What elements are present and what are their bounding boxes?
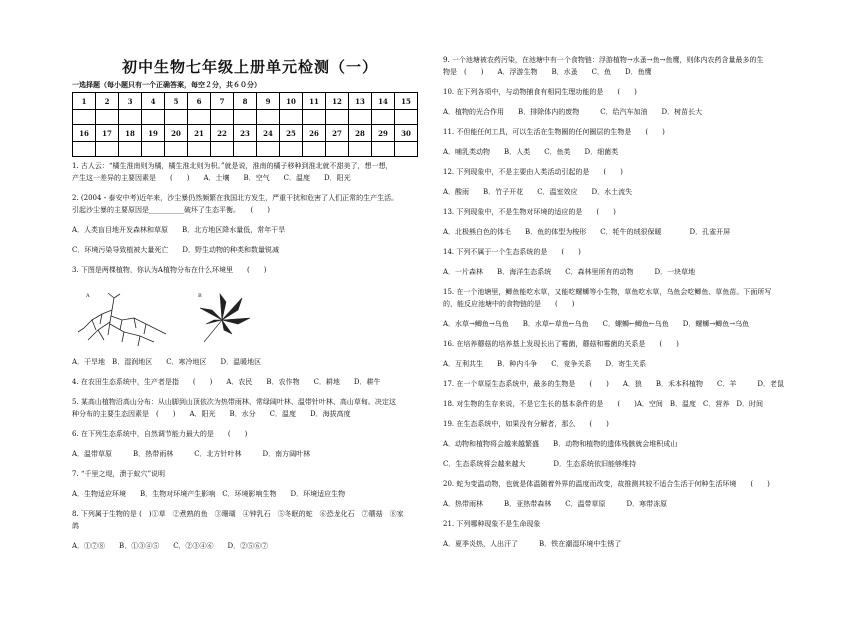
answer-cell[interactable] <box>234 142 257 157</box>
question-line: 鸽 <box>72 522 79 530</box>
answer-grid-header-row-2 <box>73 125 418 142</box>
answer-cell[interactable] <box>349 110 372 125</box>
grid-cell: 12 <box>326 93 349 110</box>
question-line: 11. 不但能任何工具，可以生活在生物圈的任何圈层的生物是 ( ) <box>443 128 665 136</box>
page-title: 初中生物七年级上册单元检测（一） <box>121 58 378 76</box>
plant-b-figure <box>192 290 254 350</box>
question-line: 7. “千里之堤，溃于蚁穴”说明 <box>72 470 166 478</box>
question-line: 15. 在一个池塘里，鲫鱼能吃水草，又能吃螺蛳等小生物，草鱼吃水草，乌鱼会吃鲫鱼、草鱼苗。下面所写 <box>443 288 772 296</box>
grid-cell: 22 <box>211 125 234 142</box>
question-line: 10. 在下列各项中，与动物捕食有相同生理功能的是 ( ) <box>443 88 637 96</box>
question-line: 8. 下列属于生物的是 ( )①草 ②煮熟的鱼 ③珊瑚 ④钟乳石 ⑤冬眠的蛇 ⑥恐龙化石 ⑦蘑菇 ⑧家 <box>72 510 404 518</box>
answer-cell[interactable] <box>303 142 326 157</box>
option-line: A．植物的光合作用 B．排除体内的废物 C．给汽车加油 D．树苗长大 <box>443 108 703 116</box>
answer-cell[interactable] <box>142 110 165 125</box>
grid-cell: 21 <box>188 125 211 142</box>
grid-cell: 7 <box>211 93 234 110</box>
grid-cell: 29 <box>372 125 395 142</box>
answer-grid-blank-row-1 <box>73 110 418 125</box>
option-line: A．酸雨 B．竹子开花 C．温室效应 D．水土流失 <box>443 188 633 196</box>
question-line: 9. 一个池塘被农药污染，在池塘中有一个食物链：浮游植物→水蚤→鱼→鱼鹰，则体内农药含量最多的生 <box>443 56 764 64</box>
answer-cell[interactable] <box>119 110 142 125</box>
grid-cell: 26 <box>303 125 326 142</box>
question-line: 5. 某高山植物沿高山分布：从山脚到山顶依次为热带雨林、常绿阔叶林、温带针叶林、高山草甸。决定这 <box>72 398 396 406</box>
grid-cell: 9 <box>257 93 280 110</box>
question-line: 20. 蛇为变温动物，也就是体温随着外界的温度而改变，故推测其较不适合生活于何种生活环境 ( ) <box>443 480 770 488</box>
answer-cell[interactable] <box>303 110 326 125</box>
option-line: A．北极熊白色的体毛 B．鱼的体型为梭形 C．牦牛的绒很保暖 D．孔雀开屏 <box>443 228 731 236</box>
question-line: 13. 下列现象中，不是生物对环境的适应的是 ( ) <box>443 208 616 216</box>
answer-cell[interactable] <box>395 110 418 125</box>
option-line: A．一片森林 B．海洋生态系统 C．森林里所有的动物 D．一块草地 <box>443 268 696 276</box>
option-line: C．生态系统将会越来越大 D．生态系统依旧能够维持 <box>443 460 636 468</box>
grid-cell: 16 <box>73 125 96 142</box>
grid-cell: 3 <box>119 93 142 110</box>
plant-a-figure <box>74 290 174 350</box>
answer-grid-header-row-1 <box>73 93 418 110</box>
answer-cell[interactable] <box>165 142 188 157</box>
option-line: A．生物适应环境 B．生物对环境产生影响 C．环境影响生物 D．环境适应生物 <box>72 490 346 498</box>
figure-label-a: A <box>86 293 90 299</box>
option-line: A．温带草原 B．热带雨林 C．北方针叶林 D．南方阔叶林 <box>72 450 311 458</box>
question-line: 种分布的主要生态因素是 ( ) A．阳光 B．水分 C．温度 D．海拔高度 <box>72 410 351 418</box>
answer-cell[interactable] <box>119 142 142 157</box>
question-line: 引起沙尘暴的主要原因是__________破坏了生态平衡。 ( ) <box>72 206 270 214</box>
question-line: 19. 在生态系统中，如果没有分解者，那么 ( ) <box>443 420 609 428</box>
question-line: 4. 在农田生态系统中，生产者是指 ( ) A．农民 B．农作物 C．耕地 D．耕牛 <box>72 378 381 386</box>
figure-label-b: B <box>198 293 202 299</box>
grid-cell: 4 <box>142 93 165 110</box>
option-line: A．哺乳类动物 B．人类 C．鱼类 D．细菌类 <box>443 148 619 156</box>
option-line: A．水草→鲫鱼→乌鱼 B．水草←草鱼←乌鱼 C．螺蛳←鲫鱼←乌鱼 D．螺蛳→鲫鱼→乌鱼 <box>443 320 750 328</box>
grid-cell: 1 <box>73 93 96 110</box>
answer-cell[interactable] <box>73 110 96 125</box>
option-line: A．人类盲目地开发森林和草原 B．北方地区降水量低，常年干旱 <box>72 226 286 234</box>
option-line: A．互利共生 B．种内斗争 C．竞争关系 D．寄生关系 <box>443 360 647 368</box>
answer-cell[interactable] <box>188 110 211 125</box>
answer-cell[interactable] <box>349 142 372 157</box>
answer-cell[interactable] <box>395 142 418 157</box>
grid-cell: 27 <box>326 125 349 142</box>
answer-cell[interactable] <box>211 142 234 157</box>
option-line: A．①⑦⑧ B．①③④⑤ C．②③④⑥ D．②⑤⑥⑦ <box>72 542 269 550</box>
answer-cell[interactable] <box>211 110 234 125</box>
answer-cell[interactable] <box>165 110 188 125</box>
question-line: 2. (2004・泰安中考)近年来，沙尘暴仍然频繁在我国北方发生，严重干扰和危害了人们正常的生产生活。 <box>72 194 399 202</box>
answer-cell[interactable] <box>372 142 395 157</box>
question-line: 的，能反应池塘中的食物链的是 ( ) <box>443 300 575 308</box>
grid-cell: 15 <box>395 93 418 110</box>
answer-cell[interactable] <box>96 110 119 125</box>
grid-cell: 6 <box>188 93 211 110</box>
answer-cell[interactable] <box>257 142 280 157</box>
option-line: A．干旱地 B．湿润地区 C．寒冷地区 D．温暖地区 <box>72 358 262 366</box>
answer-grid-blank-row-2 <box>73 142 418 157</box>
answer-cell[interactable] <box>280 110 303 125</box>
grid-cell: 19 <box>142 125 165 142</box>
answer-cell[interactable] <box>257 110 280 125</box>
grid-cell: 23 <box>234 125 257 142</box>
answer-grid <box>72 92 418 157</box>
answer-cell[interactable] <box>372 110 395 125</box>
question-line: 6. 在下列生态系统中，自然调节能力最大的是 ( ) <box>72 430 248 438</box>
question-line: 17. 在一个草原生态系统中，最多的生物是 ( ) A．狼 B．禾本科植物 C．羊 D．老鼠 <box>443 380 784 388</box>
answer-cell[interactable] <box>326 142 349 157</box>
grid-cell: 2 <box>96 93 119 110</box>
answer-cell[interactable] <box>142 142 165 157</box>
answer-cell[interactable] <box>188 142 211 157</box>
section-header: 一选择题（每小题只有一个正确答案，每空２分，共６０分） <box>72 80 261 89</box>
question-line: 21. 下列哪种现象不是生命现象 <box>443 520 541 528</box>
answer-cell[interactable] <box>234 110 257 125</box>
question-line: 产生这一差异的主要因素是 ( ) A．土壤 B．空气 C．温度 D．阳光 <box>72 174 351 182</box>
grid-cell: 11 <box>303 93 326 110</box>
grid-cell: 24 <box>257 125 280 142</box>
grid-cell: 18 <box>119 125 142 142</box>
answer-cell[interactable] <box>280 142 303 157</box>
grid-cell: 17 <box>96 125 119 142</box>
answer-cell[interactable] <box>96 142 119 157</box>
grid-cell: 10 <box>280 93 303 110</box>
grid-cell: 20 <box>165 125 188 142</box>
grid-cell: 25 <box>280 125 303 142</box>
grid-cell: 14 <box>372 93 395 110</box>
option-line: C．环境污染导致植被大量死亡 D．野生动物的种类和数量锐减 <box>72 246 279 254</box>
answer-cell[interactable] <box>326 110 349 125</box>
question-line: 18. 对生物的生存来说，不是它生长的基本条件的是 ( )A．空间 B．温度 C．营养 D．时间 <box>443 400 763 408</box>
question-line: 3. 下图是两棵植物，你认为A植物分布在什么环境里 ( ) <box>72 266 267 274</box>
question-line: 14. 下列不属于一个生态系统的是 ( ) <box>443 248 581 256</box>
question-line: 1. 古人云：“橘生淮南则为橘，橘生淮北则为枳。”就是说，淮南的橘子移种到淮北就不甜美了，想一想， <box>72 162 393 170</box>
option-line: A．动物和植物将会越来越繁盛 B．动物和植物的遗体残骸就会堆积成山 <box>443 440 678 448</box>
option-line: A．夏季炎热，人出汗了 B．铁在潮湿环境中生锈了 <box>443 540 622 548</box>
answer-cell[interactable] <box>73 142 96 157</box>
grid-cell: 30 <box>395 125 418 142</box>
question-line: 物是 ( ) A．浮游生物 B．水蚤 C．鱼 D．鱼鹰 <box>443 68 652 76</box>
grid-cell: 8 <box>234 93 257 110</box>
grid-cell: 5 <box>165 93 188 110</box>
option-line: A．热带雨林 B．亚热带森林 C．温带草原 D．寒带冻原 <box>443 500 668 508</box>
grid-cell: 28 <box>349 125 372 142</box>
question-line: 16. 在培养蘑菇的培养基上发现长出了霉菌，蘑菇和霉菌的关系是 ( ) <box>443 340 679 348</box>
question-line: 12. 下列现象中，不是主要由人类活动引起的是 ( ) <box>443 168 623 176</box>
grid-cell: 13 <box>349 93 372 110</box>
